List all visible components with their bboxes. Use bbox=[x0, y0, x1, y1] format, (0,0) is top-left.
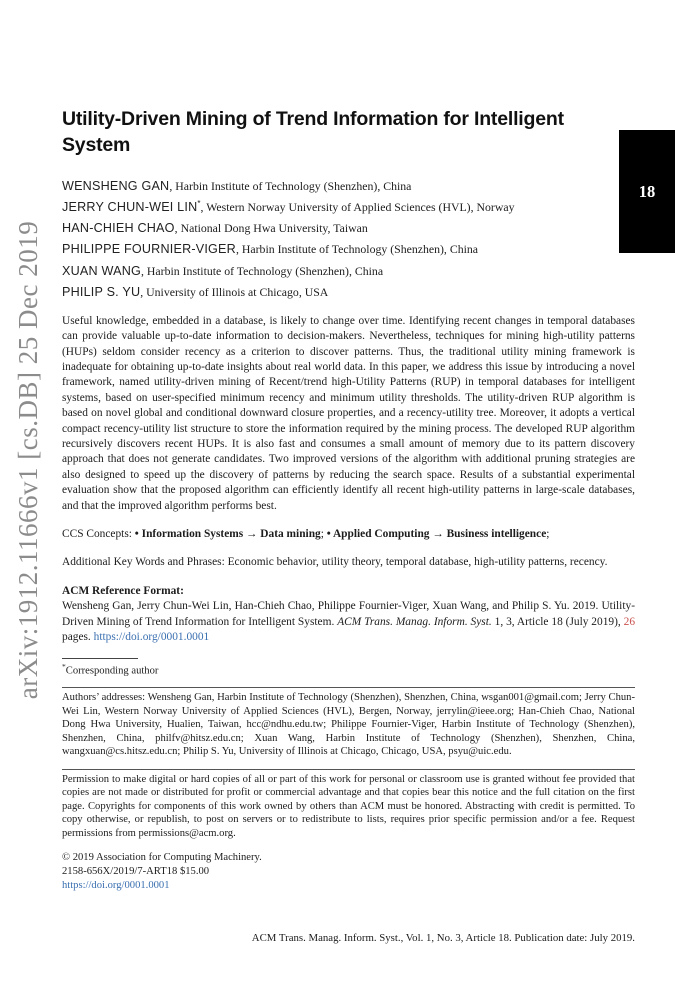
paper-title: Utility-Driven Mining of Trend Information for Intelligent System bbox=[62, 108, 564, 156]
acm-reference-heading: ACM Reference Format: bbox=[62, 584, 184, 597]
author-affiliation: National Dong Hwa University, Taiwan bbox=[180, 221, 368, 236]
author-name: XUAN WANG bbox=[62, 263, 141, 278]
ccs-separator: ; bbox=[320, 528, 327, 541]
author-footnote-mark: * bbox=[197, 199, 201, 209]
divider-rule bbox=[62, 769, 635, 770]
article-number: 18 bbox=[638, 181, 656, 201]
author-line bbox=[62, 259, 635, 280]
author-line bbox=[62, 216, 635, 237]
author-name: HAN-CHIEH CHAO bbox=[62, 221, 175, 236]
author-affiliation: Harbin Institute of Technology (Shenzhen), China bbox=[241, 242, 479, 257]
doi-link[interactable]: https://doi.org/0001.0001 bbox=[93, 631, 210, 644]
author-line bbox=[62, 237, 635, 258]
copyright-line: © 2019 Association for Computing Machinery. bbox=[62, 851, 262, 863]
doi-line bbox=[62, 879, 635, 892]
author-affiliation: Harbin Institute of Technology (Shenzhen), China bbox=[146, 263, 384, 278]
author-line bbox=[62, 280, 635, 301]
author-affiliation: University of Illinois at Chicago, USA bbox=[146, 284, 329, 299]
author-separator: , bbox=[140, 284, 147, 299]
acm-reference bbox=[62, 599, 635, 645]
acm-reference-text: Wensheng Gan, Jerry Chun-Wei Lin, Han-Chieh Chao, Philippe Fournier-Viger, Xuan Wang, and Philip S. Yu. 2019. Utility-Driven Mining of Trend Information for Intelligent System. bbox=[62, 600, 635, 628]
author-line bbox=[62, 195, 635, 216]
keywords: Additional Key Words and Phrases: Economic behavior, utility theory, temporal database, high-utility patterns, recency. bbox=[62, 556, 608, 569]
author-affiliation: Western Norway University of Applied Sciences (HVL), Norway bbox=[206, 200, 515, 215]
author-separator: , bbox=[141, 263, 147, 278]
permission-notice: Permission to make digital or hard copies of all or part of this work for personal or classroom use is granted without fee provided that copies are not made or distributed for profit or commercial advantage and that copies bear this notice and the full citation on the first page. Copyrights for components of this work owned by others than ACM must be honored. Abstracting with credit is permitted. To copy otherwise, or republish, to post on servers or to redistribute to lists, requires prior specific permission and/or a fee. Request permissions from permissions@acm.org. bbox=[62, 774, 635, 839]
arxiv-watermark: arXiv:1912.11666v1 [cs.DB] 25 Dec 2019 bbox=[13, 220, 43, 700]
author-line bbox=[62, 174, 635, 195]
abstract: Useful knowledge, embedded in a database, is likely to change over time. Identifying recent changes in temporal databases can provide valuable up-to-date information to decision-makers. Nevertheless, techniques for mining high-utility patterns (HUPs) seldom consider recency as a criterion to discover patterns. Thus, the traditional utility mining framework is inadequate for obtaining up-to-date insights about real world data. In this paper, we address this issue by introducing a novel framework, named utility-driven mining of Recent/trend high-Utility Patterns (RUP) in temporal databases for intelligent systems, based on user-specified minimum recency and minimum utility thresholds. The utility-driven RUP algorithm is based on novel global and conditional downward closure properties, and a recency-utility tree. Moreover, it adopts a vertical compact recency-utility list structure to store the information required by the mining process. The developed RUP algorithm recursively discovers recent HUPs. It is also fast and consumes a small amount of memory due to its pattern discovery approach that does not generate candidates. Two improved versions of the algorithm with additional pruning strategies are also designed to speed up the discovery of patterns by reducing the search space. Results of a substantial experimental evaluation show that the proposed algorithm can efficiently identify all recent high-utility patterns in large-scale databases, and that the improved algorithm performs best. bbox=[62, 314, 635, 512]
doi-link[interactable]: https://doi.org/0001.0001 bbox=[62, 880, 170, 892]
author-name: PHILIPPE FOURNIER-VIGER bbox=[62, 242, 236, 257]
author-name: PHILIP S. YU bbox=[62, 284, 141, 299]
author-name: WENSHENG GAN bbox=[62, 178, 170, 193]
running-footer: ACM Trans. Manag. Inform. Syst., Vol. 1, No. 3, Article 18. Publication date: July 2019. bbox=[251, 932, 635, 944]
author-separator: , bbox=[169, 178, 176, 193]
footnote-mark: * bbox=[62, 662, 66, 672]
ccs-concept-2: • Applied Computing → Business intelligence bbox=[326, 528, 547, 541]
ccs-concept-1: • Information Systems → Data mining bbox=[134, 528, 321, 541]
author-affiliation: Harbin Institute of Technology (Shenzhen), China bbox=[175, 178, 412, 193]
journal-name: ACM Trans. Manag. Inform. Syst. bbox=[337, 615, 492, 628]
ccs-terminator: ; bbox=[546, 528, 550, 541]
acm-reference-text: 1, 3, Article 18 (July 2019), bbox=[491, 615, 624, 628]
issn-price-line: 2158-656X/2019/7-ART18 $15.00 bbox=[62, 866, 210, 878]
author-block bbox=[62, 174, 635, 301]
footnote-rule bbox=[62, 658, 138, 659]
author-name: JERRY CHUN-WEI LIN bbox=[62, 200, 198, 215]
paper-first-page bbox=[62, 106, 635, 893]
author-separator: , bbox=[200, 200, 207, 215]
ccs-label: CCS Concepts: bbox=[62, 528, 135, 541]
page-count: 26 bbox=[623, 615, 636, 628]
author-separator: , bbox=[174, 221, 181, 236]
ccs-concepts bbox=[62, 527, 635, 542]
author-separator: , bbox=[235, 242, 242, 257]
authors-addresses: Authors’ addresses: Wensheng Gan, Harbin Institute of Technology (Shenzhen), Shenzhen, China, wsgan001@gmail.com; Jerry Chun-Wei Lin, Western Norway University of Applied Sciences (HVL), Bergen, Norway, jerrylin@ieee.org; Han-Chieh Chao, National Dong Hwa University, Hualien, Taiwan, hcc@ndhu.edu.tw; Philippe Fournier-Viger, Harbin Institute of Technology (Shenzhen), Shenzhen, China, philfv@hitsz.edu.cn; Xuan Wang, Harbin Institute of Technology (Shenzhen), Shenzhen, China, wangxuan@cs.hitsz.edu.cn; Philip S. Yu, University of Illinois at Chicago, Chicago, USA, psyu@uic.edu. bbox=[62, 692, 635, 758]
corresponding-author-note bbox=[62, 660, 635, 678]
acm-reference-text: pages. bbox=[62, 631, 94, 644]
footnote-text: Corresponding author bbox=[65, 666, 159, 677]
divider-rule bbox=[62, 687, 635, 688]
